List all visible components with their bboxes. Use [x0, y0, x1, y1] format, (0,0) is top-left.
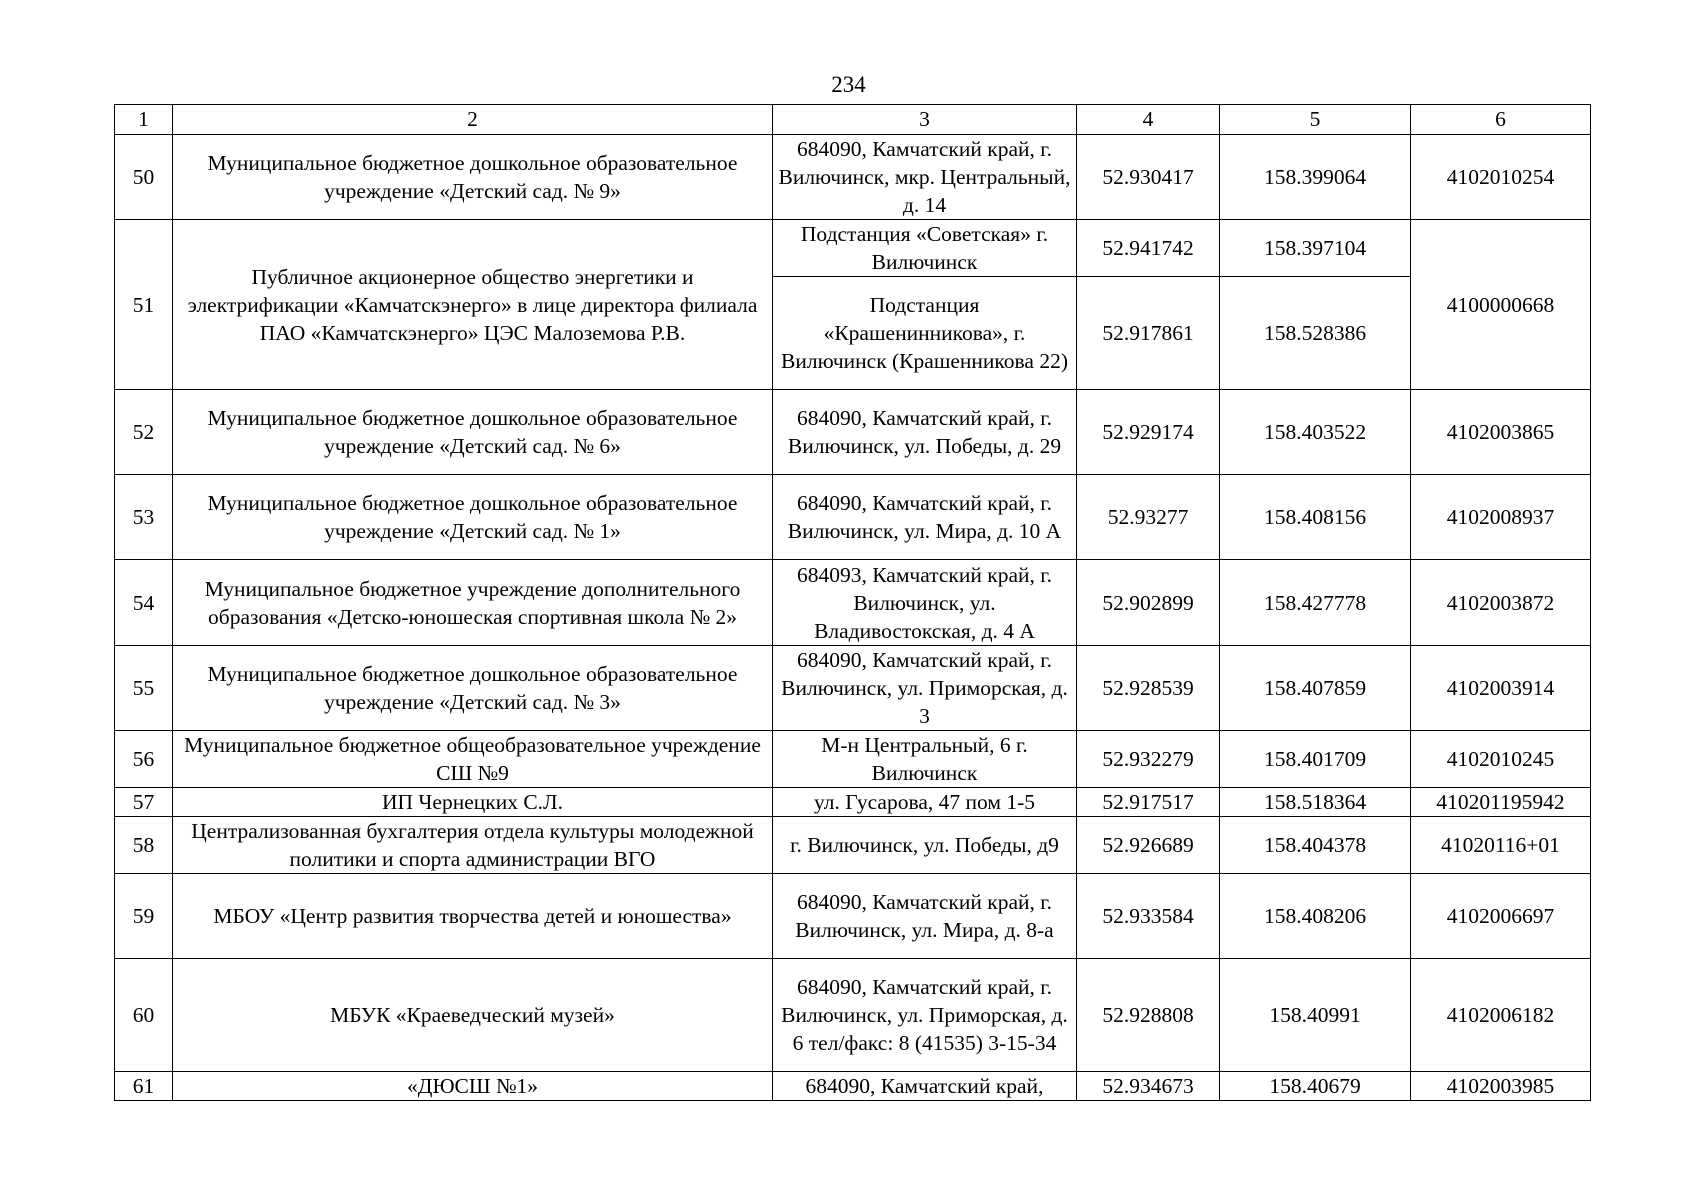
row-number: 52 [115, 390, 173, 475]
address: Подстанция «Советская» г. Вилючинск [773, 220, 1077, 277]
row-number: 50 [115, 135, 173, 220]
address: ул. Гусарова, 47 пом 1-5 [773, 788, 1077, 817]
longitude: 158.408156 [1220, 475, 1411, 560]
address: 684090, Камчатский край, г. Вилючинск, ул. Победы, д. 29 [773, 390, 1077, 475]
longitude: 158.401709 [1220, 731, 1411, 788]
latitude: 52.917861 [1077, 277, 1220, 390]
column-number: 3 [773, 105, 1077, 135]
organization-name: «ДЮСШ №1» [173, 1072, 773, 1101]
row-number: 58 [115, 817, 173, 874]
inn: 4102010254 [1411, 135, 1591, 220]
row-number: 61 [115, 1072, 173, 1101]
organization-name: Муниципальное бюджетное учреждение дополнительного образования «Детско-юношеская спортивная школа № 2» [173, 560, 773, 646]
longitude: 158.403522 [1220, 390, 1411, 475]
organization-name: Публичное акционерное общество энергетики и электрификации «Камчатскэнерго» в лице директора филиала ПАО «Камчатскэнерго» ЦЭС Малоземова Р.В. [173, 220, 773, 390]
latitude: 52.928539 [1077, 646, 1220, 731]
table-row [115, 1072, 1591, 1101]
row-number: 57 [115, 788, 173, 817]
organization-name: Муниципальное бюджетное дошкольное образовательное учреждение «Детский сад. № 6» [173, 390, 773, 475]
row-number: 54 [115, 560, 173, 646]
longitude: 158.518364 [1220, 788, 1411, 817]
row-number: 53 [115, 475, 173, 560]
longitude: 158.40991 [1220, 959, 1411, 1072]
column-number: 6 [1411, 105, 1591, 135]
column-number-row [115, 105, 1591, 135]
inn: 4102003872 [1411, 560, 1591, 646]
longitude: 158.408206 [1220, 874, 1411, 959]
inn: 4102006697 [1411, 874, 1591, 959]
latitude: 52.934673 [1077, 1072, 1220, 1101]
organizations-table [114, 104, 1591, 1101]
latitude: 52.941742 [1077, 220, 1220, 277]
latitude: 52.902899 [1077, 560, 1220, 646]
inn: 4100000668 [1411, 220, 1591, 390]
table-row [115, 560, 1591, 646]
organization-name: ИП Чернецких С.Л. [173, 788, 773, 817]
longitude: 158.40679 [1220, 1072, 1411, 1101]
latitude: 52.933584 [1077, 874, 1220, 959]
table-row [115, 959, 1591, 1072]
latitude: 52.932279 [1077, 731, 1220, 788]
latitude: 52.926689 [1077, 817, 1220, 874]
organization-name: Централизованная бухгалтерия отдела культуры молодежной политики и спорта администрации ВГО [173, 817, 773, 874]
page-number: 234 [831, 72, 866, 97]
inn: 4102003865 [1411, 390, 1591, 475]
address: М-н Центральный, 6 г. Вилючинск [773, 731, 1077, 788]
address: 684093, Камчатский край, г. Вилючинск, ул. Владивостокская, д. 4 А [773, 560, 1077, 646]
table-row [115, 731, 1591, 788]
latitude: 52.93277 [1077, 475, 1220, 560]
table-row [115, 135, 1591, 220]
inn: 4102003914 [1411, 646, 1591, 731]
table-row [115, 220, 1591, 277]
column-number: 2 [173, 105, 773, 135]
longitude: 158.427778 [1220, 560, 1411, 646]
address: 684090, Камчатский край, г. Вилючинск, ул. Приморская, д. 6 тел/факс: 8 (41535) 3-15-34 [773, 959, 1077, 1072]
row-number: 55 [115, 646, 173, 731]
longitude: 158.407859 [1220, 646, 1411, 731]
address: 684090, Камчатский край, г. Вилючинск, ул. Приморская, д. 3 [773, 646, 1077, 731]
table-row [115, 788, 1591, 817]
address: 684090, Камчатский край, г. Вилючинск, мкр. Центральный, д. 14 [773, 135, 1077, 220]
longitude: 158.528386 [1220, 277, 1411, 390]
latitude: 52.917517 [1077, 788, 1220, 817]
organization-name: МБУК «Краеведческий музей» [173, 959, 773, 1072]
latitude: 52.930417 [1077, 135, 1220, 220]
address: 684090, Камчатский край, [773, 1072, 1077, 1101]
inn: 4102003985 [1411, 1072, 1591, 1101]
address: Подстанция «Крашенинникова», г. Вилючинск (Крашенникова 22) [773, 277, 1077, 390]
column-number: 1 [115, 105, 173, 135]
table-row [115, 646, 1591, 731]
organization-name: Муниципальное бюджетное дошкольное образовательное учреждение «Детский сад. № 1» [173, 475, 773, 560]
inn: 4102006182 [1411, 959, 1591, 1072]
organization-name: МБОУ «Центр развития творчества детей и юношества» [173, 874, 773, 959]
table-row [115, 874, 1591, 959]
organization-name: Муниципальное бюджетное дошкольное образовательное учреждение «Детский сад. № 3» [173, 646, 773, 731]
row-number: 56 [115, 731, 173, 788]
organization-name: Муниципальное бюджетное общеобразовательное учреждение СШ №9 [173, 731, 773, 788]
table-row [115, 817, 1591, 874]
column-number: 4 [1077, 105, 1220, 135]
organization-name: Муниципальное бюджетное дошкольное образовательное учреждение «Детский сад. № 9» [173, 135, 773, 220]
longitude: 158.397104 [1220, 220, 1411, 277]
longitude: 158.404378 [1220, 817, 1411, 874]
row-number: 51 [115, 220, 173, 390]
longitude: 158.399064 [1220, 135, 1411, 220]
row-number: 59 [115, 874, 173, 959]
inn: 410201195942 [1411, 788, 1591, 817]
inn: 4102010245 [1411, 731, 1591, 788]
table-row [115, 475, 1591, 560]
table-row [115, 390, 1591, 475]
address: г. Вилючинск, ул. Победы, д9 [773, 817, 1077, 874]
column-number: 5 [1220, 105, 1411, 135]
inn: 4102008937 [1411, 475, 1591, 560]
inn: 41020116+01 [1411, 817, 1591, 874]
address: 684090, Камчатский край, г. Вилючинск, ул. Мира, д. 8-а [773, 874, 1077, 959]
latitude: 52.929174 [1077, 390, 1220, 475]
address: 684090, Камчатский край, г. Вилючинск, ул. Мира, д. 10 А [773, 475, 1077, 560]
row-number: 60 [115, 959, 173, 1072]
latitude: 52.928808 [1077, 959, 1220, 1072]
